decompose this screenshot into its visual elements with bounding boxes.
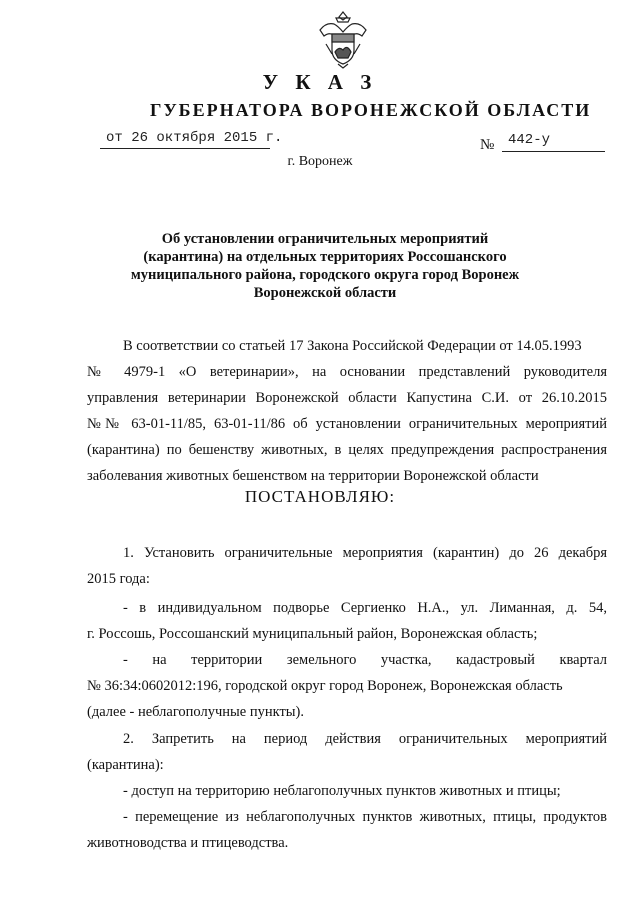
item-line: г. Россошь, Россошанский муниципальный район, Воронежская область; bbox=[87, 626, 538, 642]
preamble-line: №№ 63-01-11/85, 63-01-11/86 об установлении ограничительных мероприятий bbox=[87, 416, 607, 432]
item-line: - доступ на территорию неблагополучных пунктов животных и птицы; bbox=[123, 783, 561, 799]
number-field bbox=[502, 134, 605, 152]
number-value: 442-у bbox=[508, 132, 551, 148]
preamble-line: В соответствии со статьей 17 Закона Российской Федерации от 14.05.1993 bbox=[123, 338, 582, 354]
item-line: (карантина): bbox=[87, 757, 164, 773]
decree-word: ПОСТАНОВЛЯЮ: bbox=[244, 487, 396, 506]
number-label: № bbox=[480, 137, 495, 153]
subject-line: Воронежской области bbox=[253, 285, 397, 301]
subject-line: (карантина) на отдельных территориях Россошанского bbox=[143, 249, 507, 265]
preamble-line: (карантина) по бешенству животных, в целях предупреждения распространения bbox=[87, 442, 607, 458]
subject-line: муниципального района, городского округа город Воронеж bbox=[130, 267, 520, 283]
document-type-title: У К А З bbox=[262, 70, 378, 94]
item-line: 2015 года: bbox=[87, 571, 150, 587]
item-line: № 36:34:0602012:196, городской округ город Воронеж, Воронежская область bbox=[87, 678, 563, 694]
city: г. Воронеж bbox=[287, 154, 353, 169]
item-line: 1. Установить ограничительные мероприятия (карантин) до 26 декабря bbox=[123, 545, 607, 561]
item-line: животноводства и птицеводства. bbox=[87, 835, 289, 851]
subject-heading bbox=[130, 230, 520, 302]
item-line: - перемещение из неблагополучных пунктов животных, птицы, продуктов bbox=[123, 809, 607, 825]
issuer-title: ГУБЕРНАТОРА ВОРОНЕЖСКОЙ ОБЛАСТИ bbox=[150, 100, 592, 120]
item-line: (далее - неблагополучные пункты). bbox=[87, 704, 304, 720]
item-line: - на территории земельного участка, кадастровый квартал bbox=[123, 652, 607, 668]
preamble-line: управления ветеринарии Воронежской области Капустина С.И. от 26.10.2015 bbox=[87, 390, 607, 406]
item-line: 2. Запретить на период действия ограничительных мероприятий bbox=[123, 731, 607, 747]
preamble-line: № 4979-1 «О ветеринарии», на основании представлений руководителя bbox=[87, 364, 607, 380]
preamble-line: заболевания животных бешенством на территории Воронежской области bbox=[87, 468, 539, 484]
date-value: от 26 октября 2015 г. bbox=[106, 130, 283, 146]
coat-of-arms-icon bbox=[312, 8, 374, 70]
date-field bbox=[100, 130, 283, 149]
subject-line: Об установлении ограничительных мероприятий bbox=[161, 231, 489, 247]
item-line: - в индивидуальном подворье Сергиенко Н.А., ул. Лиманная, д. 54, bbox=[123, 600, 607, 616]
